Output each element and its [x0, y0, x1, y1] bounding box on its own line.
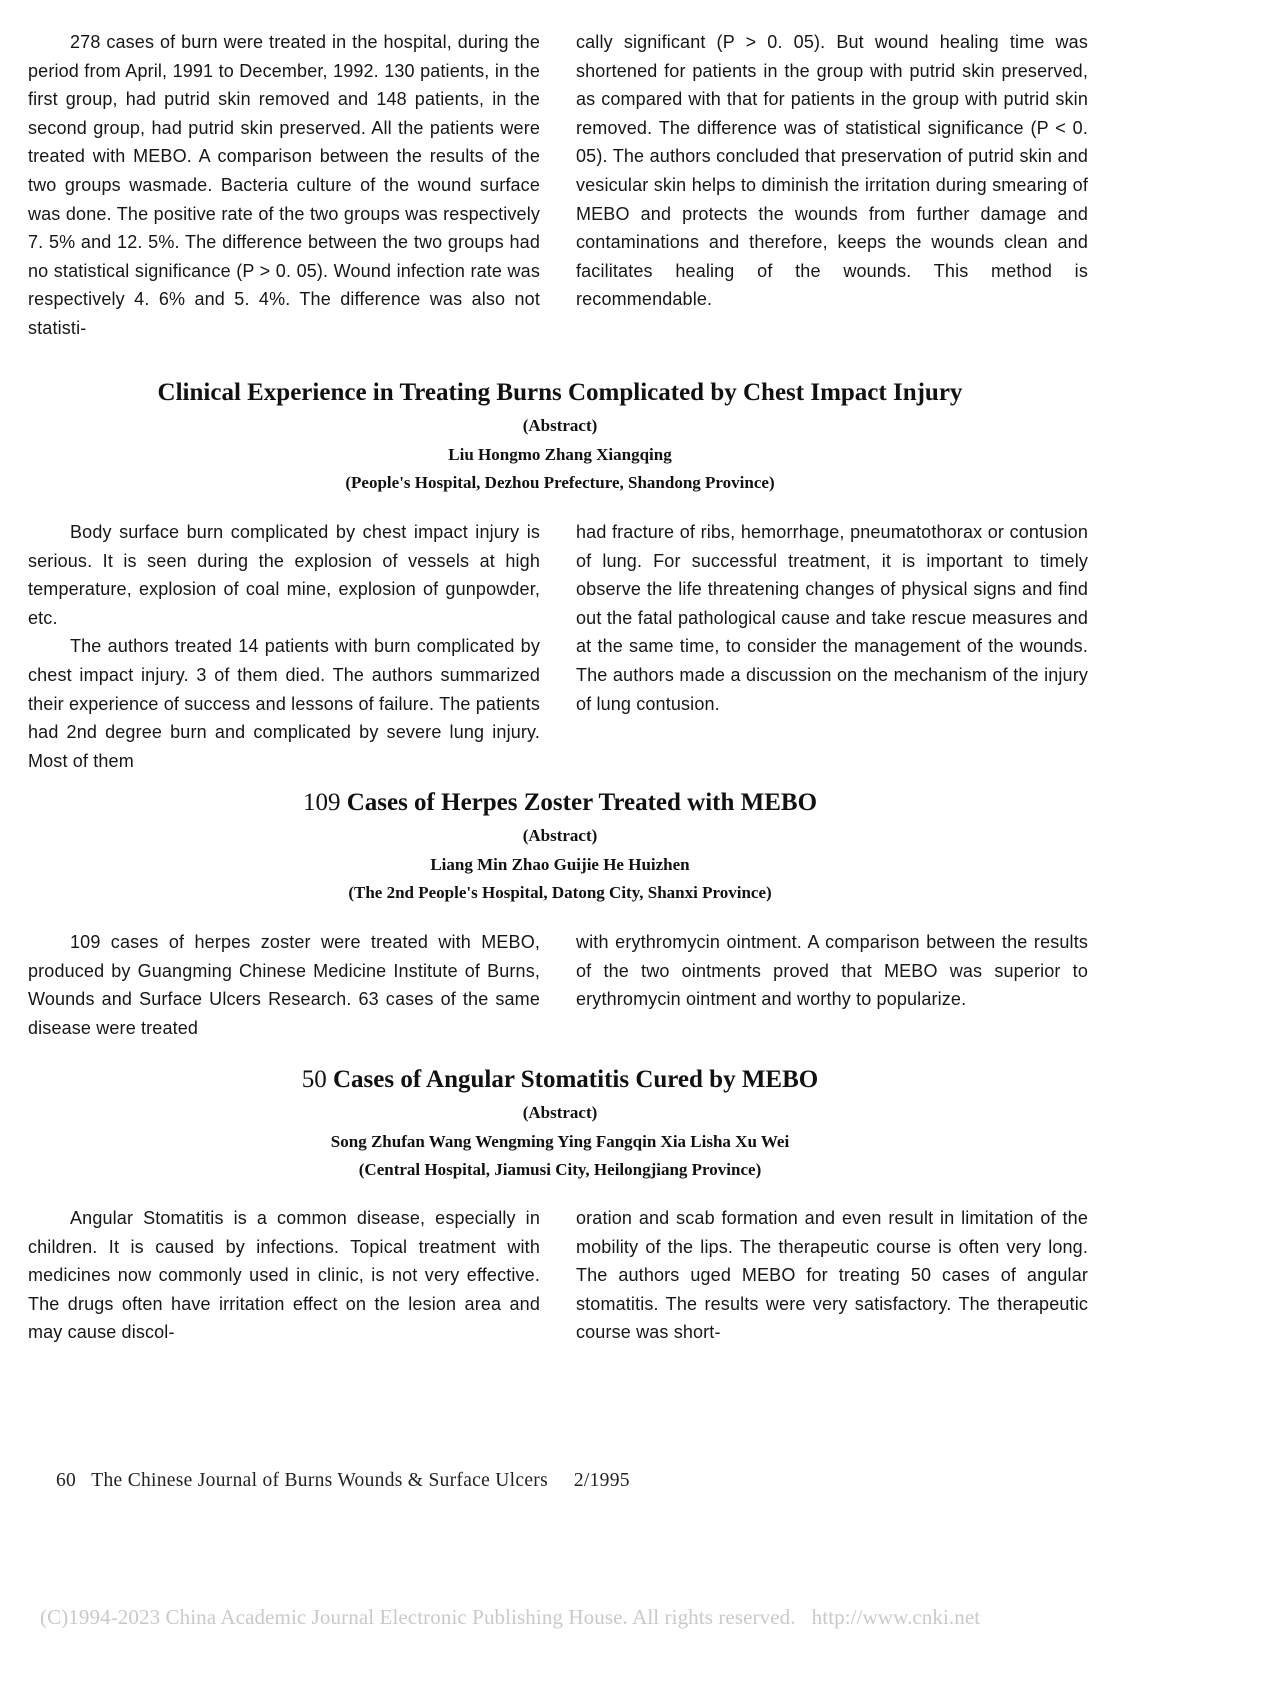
left-column	[28, 28, 540, 343]
affiliation: (People's Hospital, Dezhou Prefecture, Shandong Province)	[345, 473, 775, 492]
right-column	[576, 28, 1088, 343]
paragraph: oration and scab formation and even result in limitation of the mobility of the lips. The therapeutic course is often very long. The authors uged MEBO for treating 50 cases of angular stomatitis. The results were very satisfactory. The therapeutic course was short-	[576, 1208, 1088, 1343]
article-title-text: Clinical Experience in Treating Burns Complicated by Chest Impact Injury	[157, 379, 963, 406]
paragraph: cally significant (P > 0. 05). But wound healing time was shortened for patients in the group with putrid skin preserved, as compared with that for patients in the group with putrid skin removed. The difference was of statistical significance (P < 0. 05). The authors concluded that preservation of putrid skin and vesicular skin helps to diminish the irritation during smearing of MEBO and protects the wounds from further damage and contaminations and therefore, keeps the wounds clean and facilitates healing of the wounds. This method is recommendable.	[576, 32, 1088, 310]
article-title	[60, 786, 1060, 820]
article-title-text: Cases of Angular Stomatitis Cured by MEBO	[333, 1066, 819, 1093]
article-title-text: Cases of Herpes Zoster Treated with MEBO	[346, 789, 818, 816]
abstract-label: (Abstract)	[522, 826, 598, 845]
paragraph: Angular Stomatitis is a common disease, especially in children. It is caused by infections. Topical treatment with medicines now commonly used in clinic, is not very effective. The drugs often have irritation effect on the lesion area and may cause discol-	[28, 1208, 540, 1343]
article-heading-herpes-zoster	[60, 786, 1060, 908]
paragraph: 278 cases of burn were treated in the hospital, during the period from April, 1991 to December, 1992. 130 patients, in the first group, had putrid skin removed and 148 patients, in the second group, had putrid skin preserved. All the patients were treated with MEBO. A comparison between the results of the two groups wasmade. Bacteria culture of the wound surface was done. The positive rate of the two groups was respectively 7. 5% and 12. 5%. The difference between the two groups had no statistical significance (P > 0. 05). Wound infection rate was respectively 4. 6% and 5. 4%. The difference was also not statisti-	[28, 32, 540, 338]
paragraph: with erythromycin ointment. A comparison between the results of the two ointments proved that MEBO was superior to erythromycin ointment and worthy to popularize.	[576, 932, 1088, 1010]
article-title	[60, 1063, 1060, 1097]
left-column	[28, 1204, 540, 1347]
paragraph: 109 cases of herpes zoster were treated with MEBO, produced by Guangming Chinese Medicine Institute of Burns, Wounds and Surface Ulcers Research. 63 cases of the same disease were treated	[28, 932, 540, 1038]
authors: Liu Hongmo Zhang Xiangqing	[448, 444, 672, 464]
page-number: 60	[56, 1470, 77, 1491]
article-heading-chest-impact	[60, 376, 1060, 498]
article-heading-angular-stomatitis	[60, 1063, 1060, 1185]
right-column	[576, 1204, 1088, 1347]
right-column	[576, 518, 1088, 775]
left-column	[28, 518, 540, 775]
article-body-3	[28, 928, 1088, 1042]
page-footer	[56, 1470, 630, 1492]
affiliation: (The 2nd People's Hospital, Datong City, Shanxi Province)	[348, 883, 772, 902]
copyright-text: (C)1994-2023 China Academic Journal Electronic Publishing House. All rights reserved.	[40, 1605, 796, 1629]
copyright-url: http://www.cnki.net	[811, 1605, 981, 1629]
article-body-2	[28, 518, 1088, 775]
article-title-number: 109	[302, 789, 341, 816]
article-body-1	[28, 28, 1088, 343]
right-column	[576, 928, 1088, 1042]
copyright-watermark	[40, 1605, 980, 1630]
affiliation: (Central Hospital, Jiamusi City, Heilongjiang Province)	[358, 1160, 762, 1179]
authors: Liang Min Zhao Guijie He Huizhen	[430, 854, 690, 874]
authors: Song Zhufan Wang Wengming Ying Fangqin Xia Lisha Xu Wei	[330, 1131, 790, 1151]
abstract-label: (Abstract)	[522, 416, 598, 435]
journal-name: The Chinese Journal of Burns Wounds & Surface Ulcers	[91, 1470, 548, 1491]
paragraph: Body surface burn complicated by chest impact injury is serious. It is seen during the explosion of vessels at high temperature, explosion of coal mine, explosion of gunpowder, etc.	[28, 522, 540, 628]
paragraph: The authors treated 14 patients with burn complicated by chest impact injury. 3 of them died. The authors summarized their experience of success and lessons of failure. The patients had 2nd degree burn and complicated by severe lung injury. Most of them	[28, 636, 540, 771]
article-title-number: 50	[301, 1066, 327, 1093]
article-body-4	[28, 1204, 1088, 1347]
abstract-label: (Abstract)	[522, 1103, 598, 1122]
article-title	[60, 376, 1060, 410]
issue-number: 2/1995	[573, 1470, 630, 1491]
paragraph: had fracture of ribs, hemorrhage, pneumatothorax or contusion of lung. For successful treatment, it is important to timely observe the life threatening changes of physical signs and find out the fatal pathological cause and take rescue measures and at the same time, to consider the management of the wounds. The authors made a discussion on the mechanism of the injury of lung contusion.	[576, 522, 1088, 714]
left-column	[28, 928, 540, 1042]
